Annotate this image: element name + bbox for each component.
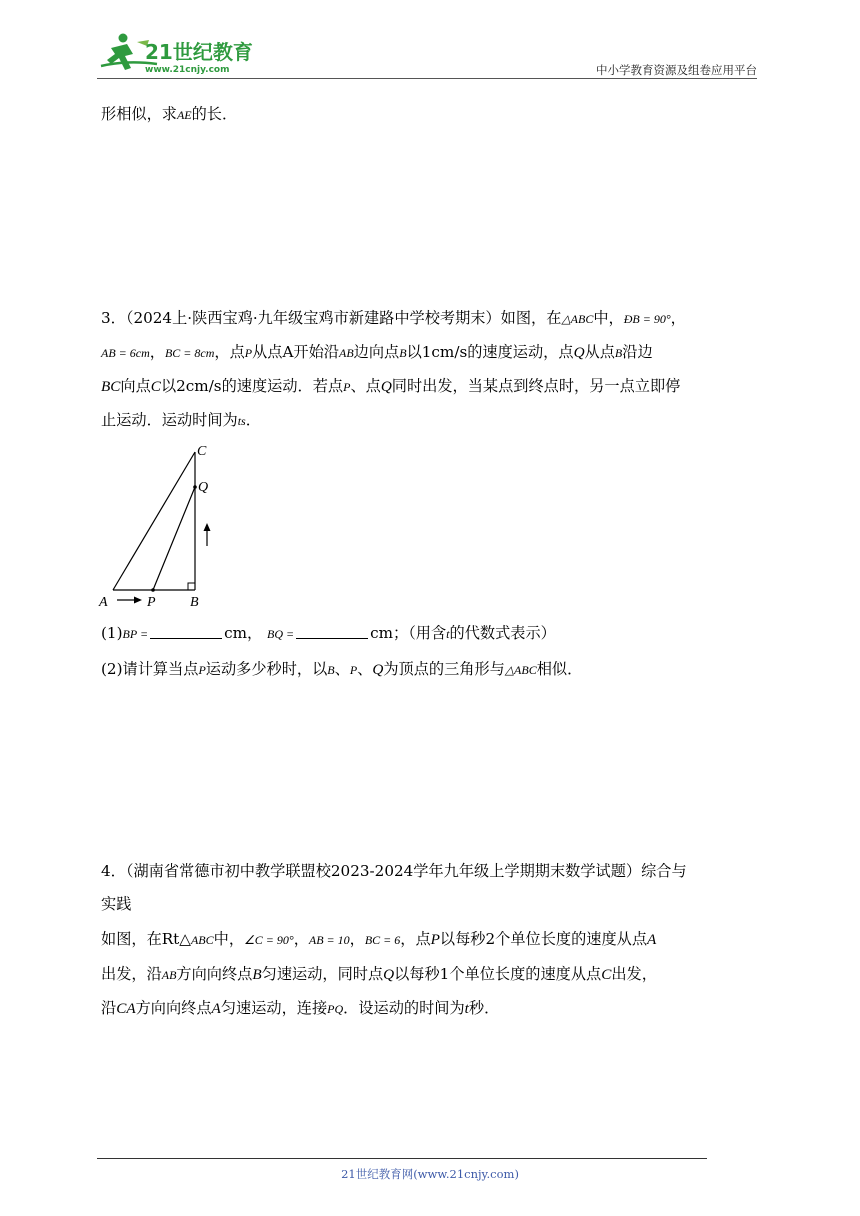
q3-text: 边向点	[353, 343, 400, 361]
side-ab: AB	[161, 968, 177, 982]
q3-text: 中，	[593, 309, 624, 327]
point-p: P	[343, 380, 351, 394]
point-b: B	[327, 663, 335, 677]
q4-text: ，	[349, 930, 365, 948]
q3-text: 为顶点的三角形与	[383, 660, 505, 678]
q3-text: (2)请计算当点	[101, 660, 199, 678]
q3-line-1	[101, 308, 686, 329]
point-c: C	[601, 966, 612, 983]
var-t: t	[446, 627, 450, 641]
point-b: B	[614, 346, 623, 360]
point-a: A	[647, 931, 657, 948]
q3-text: 、	[334, 660, 350, 678]
point-b: B	[252, 966, 262, 983]
q4-text: ．设运动的时间为	[343, 999, 465, 1017]
q2-tail-line	[101, 104, 237, 125]
q4-text: 沿	[101, 999, 117, 1017]
arrow-up-head-icon	[204, 523, 211, 531]
bp-label: BP =	[122, 627, 149, 641]
point-q: Q	[372, 661, 384, 678]
q4-text: 出发，	[611, 965, 657, 983]
angle-b: ÐB = 90°	[623, 312, 671, 326]
q3-text: 同时出发，当某点到终点时，另一点立即停	[391, 377, 681, 395]
q4-text: 以每秒1个单位长度的速度从点	[394, 965, 602, 983]
q3-text: 运动多少秒时，以	[205, 660, 328, 678]
q4-text: 秒．	[468, 999, 500, 1017]
side-ca: CA	[116, 1000, 136, 1017]
triangle-figure	[96, 440, 236, 610]
page-header	[97, 30, 757, 78]
q4-text: 中，	[213, 930, 245, 948]
q4-line-2: 实践	[101, 895, 132, 913]
point-b: B	[399, 346, 407, 360]
q3-text: 从点	[584, 343, 615, 361]
q4-text: ，	[293, 930, 309, 948]
point-p: P	[198, 663, 206, 677]
point-q: Q	[380, 378, 392, 395]
q3-line-2	[101, 342, 653, 363]
segment-pq-label: PQ	[327, 1002, 344, 1016]
q3-text: 的代数式表示）	[449, 624, 556, 642]
q3-text: 以2cm/s的速度运动．若点	[160, 377, 344, 395]
q4-text: ，点	[400, 930, 431, 948]
bq-answer-blank[interactable]	[296, 624, 368, 639]
side-ab: AB	[339, 346, 354, 360]
ab-value: AB = 10	[308, 933, 350, 947]
q2-prefix: 形相似，求	[101, 105, 177, 123]
q3-line-3	[101, 376, 680, 397]
triangle-abc: △ABC	[561, 312, 594, 326]
bc-value: BC = 8cm	[164, 346, 215, 360]
bc-value: BC = 6	[364, 933, 401, 947]
q4-line-5	[101, 998, 499, 1019]
point-a: A	[211, 1000, 221, 1017]
q3-sub1	[101, 623, 556, 644]
point-q: Q	[383, 966, 395, 983]
label-a: A	[99, 595, 108, 610]
platform-name: 中小学教育资源及组卷应用平台	[596, 63, 757, 77]
point-q-dot	[193, 485, 197, 489]
q3-text: 、	[357, 660, 373, 678]
q2-suffix: 的长．	[191, 105, 238, 123]
q3-text: ，	[149, 343, 165, 361]
q3-text: 3．（2024上·陕西宝鸡·九年级宝鸡市新建路中学校考期末）如图，在	[101, 309, 562, 327]
triangle-abc: △ABC	[504, 663, 537, 677]
logo-url: www.21cnjy.com	[145, 65, 230, 75]
var-t: t	[464, 1000, 469, 1017]
q3-text: ，	[670, 309, 686, 327]
label-c: C	[197, 444, 207, 459]
point-p: P	[349, 663, 358, 677]
q4-text: 以每秒2个单位长度的速度从点	[439, 930, 648, 948]
q4-text: 方向向终点	[135, 999, 212, 1017]
side-bc: BC	[101, 378, 121, 395]
q3-text: ．	[245, 411, 261, 429]
point-p: P	[430, 931, 440, 948]
right-angle-mark	[188, 583, 195, 590]
label-p: P	[147, 595, 156, 610]
footer-link[interactable]: 21世纪教育网(www.21cnjy.com)	[341, 1167, 519, 1181]
q3-text: 以1cm/s的速度运动，点	[406, 343, 574, 361]
label-q: Q	[198, 480, 209, 495]
q4-line-4	[101, 964, 657, 985]
point-q: Q	[573, 344, 585, 361]
q3-text: 向点	[120, 377, 151, 395]
q4-text: 匀速运动，连接	[220, 999, 328, 1017]
bp-answer-blank[interactable]	[150, 624, 222, 639]
runner-logo-icon	[97, 30, 267, 76]
q3-text: ，点	[214, 343, 245, 361]
q2-var: AE	[176, 108, 192, 122]
logo-text: 21世纪教育	[145, 40, 253, 64]
time-ts: ts	[237, 414, 246, 428]
ab-value: AB = 6cm	[101, 346, 150, 360]
segment-ac	[113, 452, 195, 590]
segment-pq	[153, 487, 195, 590]
footer-divider	[97, 1158, 707, 1159]
angle-c: ∠C = 90°	[244, 933, 294, 947]
q4-line-3	[101, 929, 656, 950]
q3-text: 、点	[350, 377, 381, 395]
q4-text: 如图，在Rt△	[101, 930, 191, 948]
q4-text: 出发，沿	[101, 965, 162, 983]
label-b: B	[190, 595, 199, 610]
bq-label: BQ =	[267, 627, 295, 641]
triangle-abc: ABC	[190, 933, 214, 947]
q3-text: 止运动．运动时间为	[101, 411, 238, 429]
q3-sub2	[101, 659, 582, 680]
point-p-dot	[151, 588, 155, 592]
arrow-right-head-icon	[134, 597, 142, 604]
q4-line-1: 4．（湖南省常德市初中教学联盟校2023-2024学年九年级上学期期末数学试题）综合与	[101, 862, 687, 880]
point-c: C	[150, 378, 161, 395]
q3-text: cm，	[224, 624, 263, 642]
q3-text: 从点A开始沿	[252, 343, 339, 361]
q3-line-4	[101, 410, 261, 431]
q4-text: 匀速运动，同时点	[261, 965, 384, 983]
q3-text: cm；（用含	[370, 624, 447, 642]
q3-text: (1)	[101, 624, 123, 642]
point-p: P	[244, 346, 253, 360]
site-logo[interactable]	[97, 30, 267, 76]
header-divider	[97, 78, 757, 79]
q3-text: 相似．	[536, 660, 583, 678]
q4-text: 方向向终点	[176, 965, 253, 983]
q3-text: 沿边	[622, 343, 653, 361]
